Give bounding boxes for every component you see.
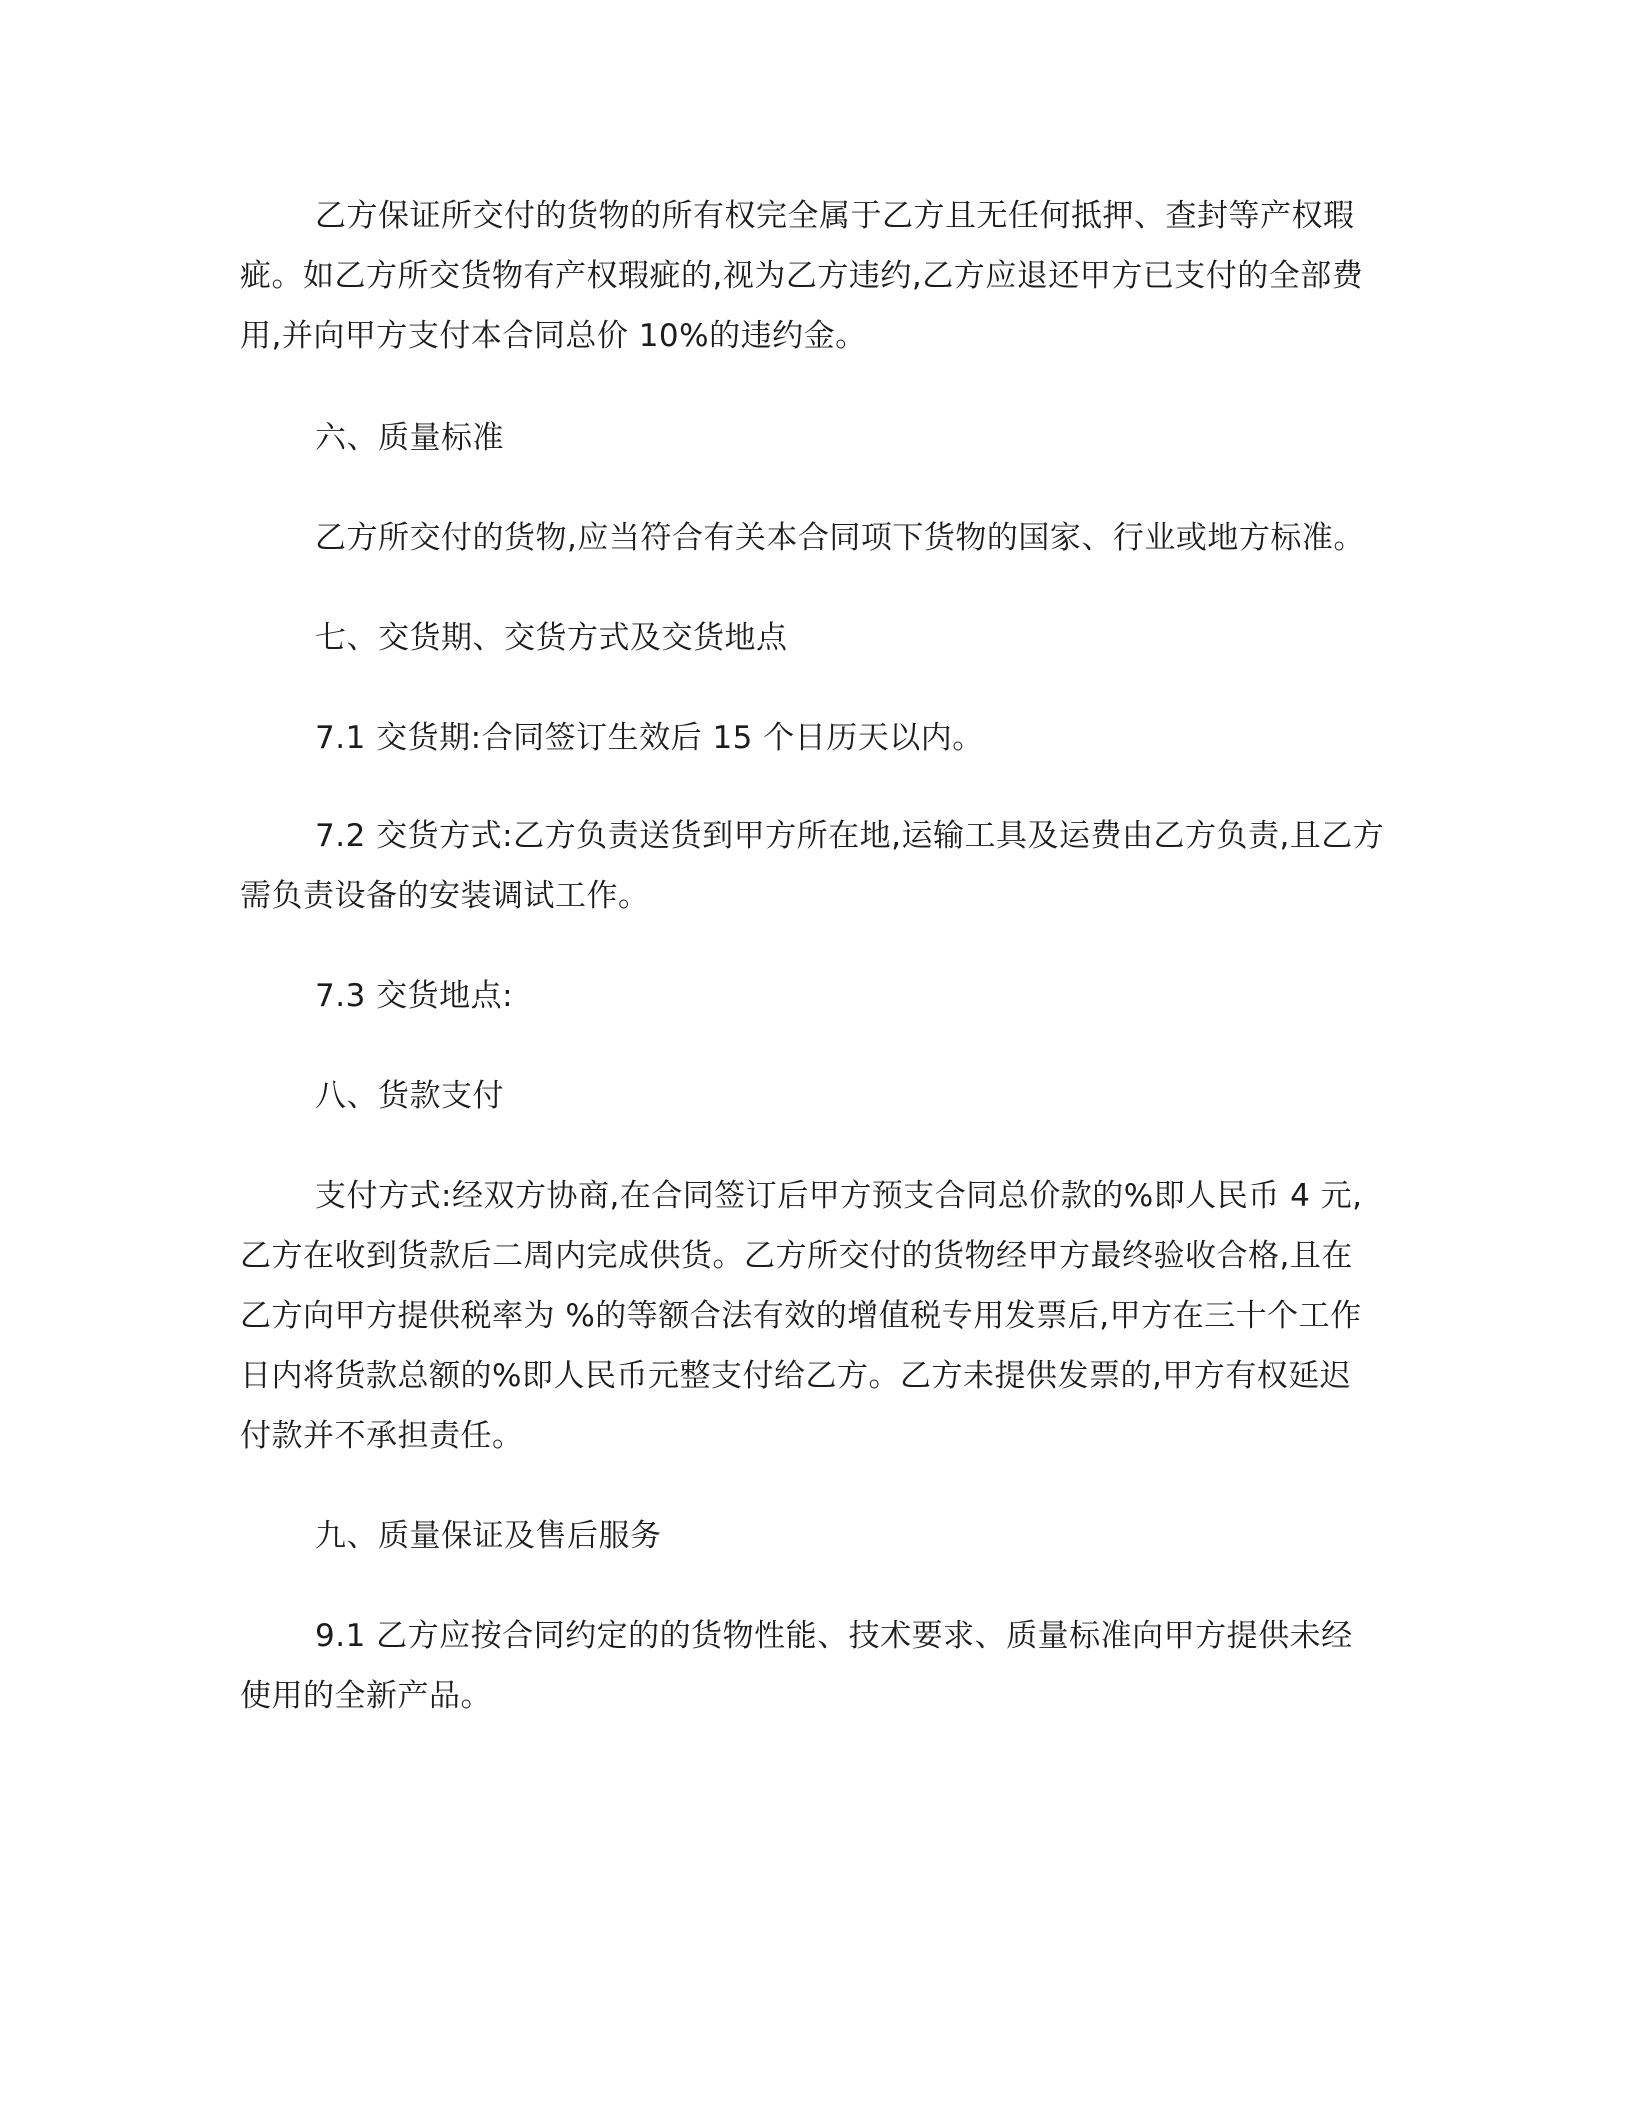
heading-line: 八、货款支付 [315, 1078, 504, 1114]
paragraph-line: 付款并不承担责任。 [240, 1418, 524, 1454]
paragraph-line: 需负责设备的安装调试工作。 [240, 878, 650, 914]
paragraph-line: 乙方所交付的货物,应当符合有关本合同项下货物的国家、行业或地方标准。 [315, 520, 1365, 556]
paragraph-line: 9.1 乙方应按合同约定的的货物性能、技术要求、质量标准向甲方提供未经 [315, 1618, 1353, 1654]
section-heading-delivery [240, 608, 1400, 668]
clause-9-1 [240, 1606, 1400, 1726]
paragraph-payment-terms [240, 1166, 1400, 1466]
paragraph-line: 7.2 交货方式:乙方负责送货到甲方所在地,运输工具及运费由乙方负责,且乙方 [315, 818, 1385, 854]
section-heading-quality [240, 408, 1400, 468]
heading-line: 六、质量标准 [315, 420, 504, 456]
section-heading-service [240, 1506, 1400, 1566]
clause-7-1 [240, 708, 1400, 768]
paragraph-line: 7.1 交货期:合同签订生效后 15 个日历天以内。 [315, 720, 984, 756]
clause-7-2 [240, 806, 1400, 926]
paragraph-property-warranty [240, 186, 1400, 366]
paragraph-line: 日内将货款总额的%即人民币元整支付给乙方。乙方未提供发票的,甲方有权延迟 [240, 1358, 1352, 1394]
section-heading-payment [240, 1066, 1400, 1126]
paragraph-line: 乙方向甲方提供税率为 %的等额合法有效的增值税专用发票后,甲方在三十个工作 [240, 1298, 1362, 1334]
paragraph-line: 支付方式:经双方协商,在合同签订后甲方预支合同总价款的%即人民币 4 元, [315, 1178, 1363, 1214]
paragraph-line: 用,并向甲方支付本合同总价 10%的违约金。 [240, 318, 867, 354]
paragraph-line: 乙方保证所交付的货物的所有权完全属于乙方且无任何抵押、查封等产权瑕 [315, 198, 1355, 234]
clause-7-3 [240, 966, 1400, 1026]
paragraph-line: 使用的全新产品。 [240, 1678, 492, 1714]
heading-line: 九、质量保证及售后服务 [315, 1518, 662, 1554]
paragraph-line: 7.3 交货地点: [315, 978, 514, 1014]
paragraph-quality-standard [240, 508, 1400, 568]
heading-line: 七、交货期、交货方式及交货地点 [315, 620, 788, 656]
paragraph-line: 疵。如乙方所交货物有产权瑕疵的,视为乙方违约,乙方应退还甲方已支付的全部费 [240, 258, 1364, 294]
paragraph-line: 乙方在收到货款后二周内完成供货。乙方所交付的货物经甲方最终验收合格,且在 [240, 1238, 1353, 1274]
